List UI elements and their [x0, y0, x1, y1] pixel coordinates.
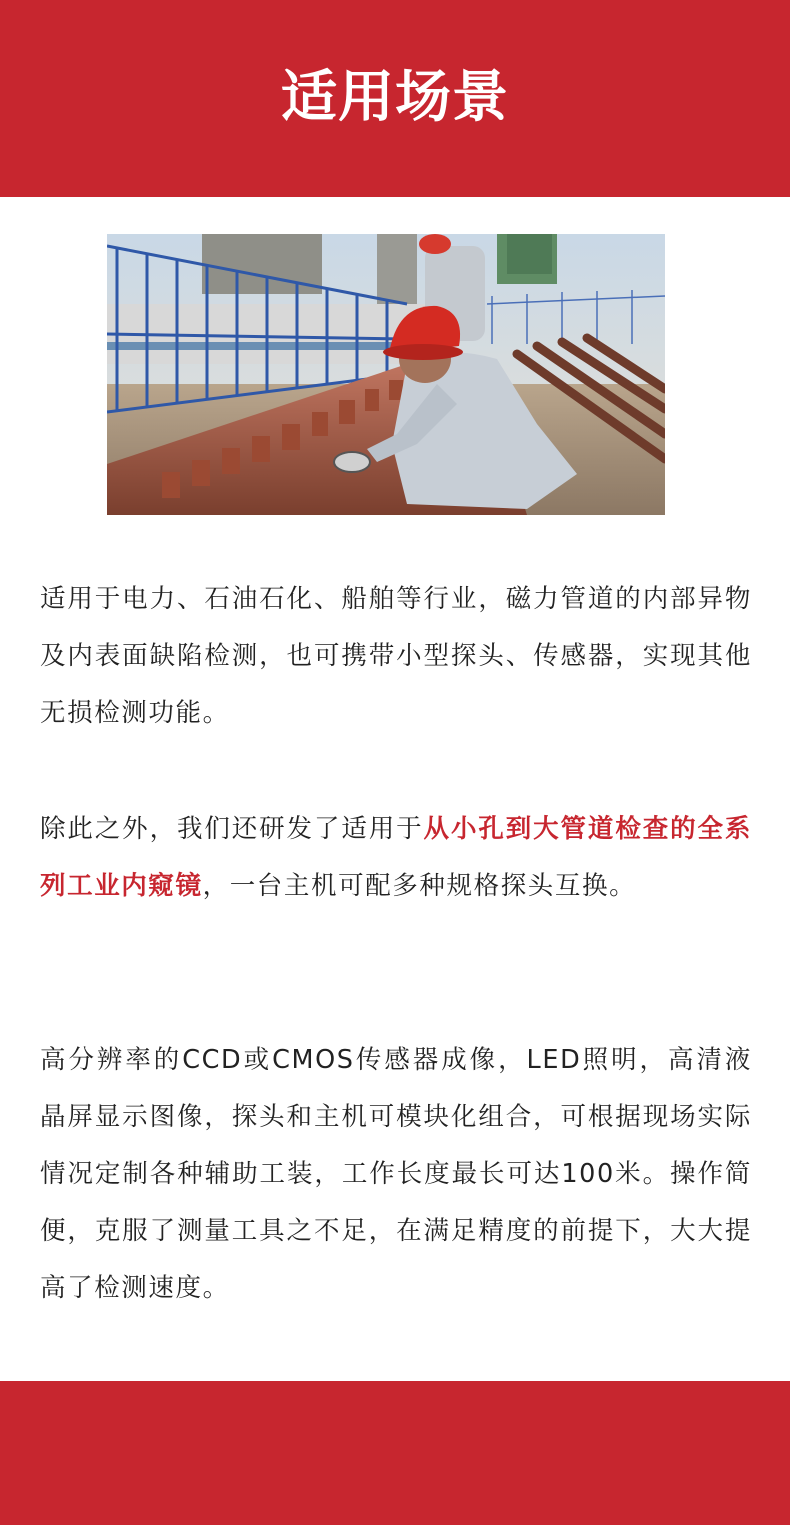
paragraph-features: 高分辨率的CCD或CMOS传感器成像，LED照明，高清液晶屏显示图像，探头和主机可模块化组合，可根据现场实际情况定制各种辅助工装，工作长度最长可达100米。操作简便，克服了测量工具之不足，在满足精度的前提下，大大提高了检测速度。 [40, 1045, 752, 1303]
header-banner [0, 0, 790, 197]
page-title: 适用场景 [281, 65, 509, 130]
paragraph-product-range [40, 801, 752, 915]
paragraph-application: 适用于电力、石油石化、船舶等行业，磁力管道的内部异物及内表面缺陷检测，也可携带小型探头、传感器，实现其他无损检测功能。 [40, 584, 752, 728]
scene-photo [107, 234, 665, 515]
industrial-pipe-inspection-photo [107, 234, 665, 515]
highlight-product-range: 从小孔到大管道检查的全系列工业内窥镜 [40, 814, 752, 901]
footer-banner [0, 1381, 790, 1525]
paragraph-product-range-lead: 除此之外，我们还研发了适用于 [40, 814, 424, 844]
paragraph-product-range-tail: ，一台主机可配多种规格探头互换。 [202, 871, 637, 901]
